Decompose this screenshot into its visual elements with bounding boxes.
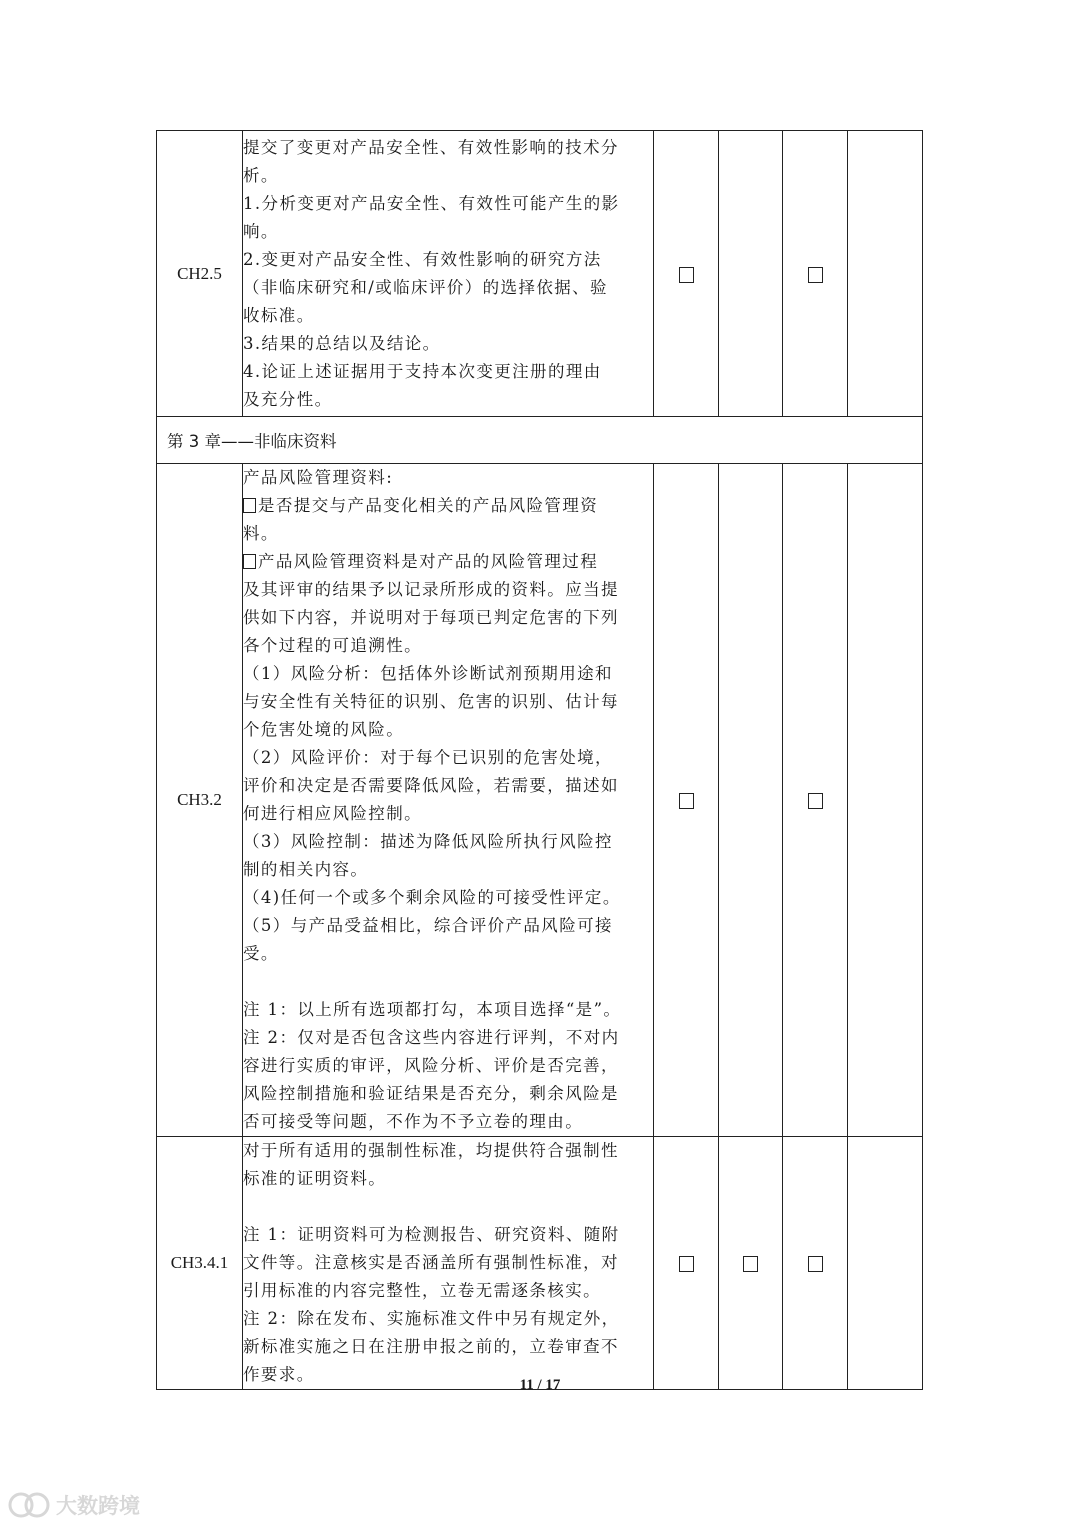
watermark-logo-icon: [8, 1490, 50, 1520]
watermark-text: 大数跨境: [56, 1494, 140, 1518]
text-line: 析。: [243, 165, 279, 185]
option-label: 产品风险管理资料是对产品的风险管理过程: [258, 552, 599, 571]
text-line: 文件等。注意核实是否涵盖所有强制性标准，对: [243, 1253, 619, 1272]
text-line: （2）风险评价：对于每个已识别的危害处境，: [243, 748, 613, 767]
text-line: 新标准实施之日在注册申报之前的，立卷审查不: [243, 1337, 619, 1356]
blank-line: [243, 968, 653, 996]
empty-cell: [848, 464, 923, 1137]
checkbox[interactable]: [679, 793, 694, 809]
empty-cell: [719, 464, 783, 1137]
text-line: 评价和决定是否需要降低风险，若需要，描述如: [243, 776, 619, 795]
checkbox[interactable]: [808, 267, 823, 283]
text-line: 料。: [243, 524, 279, 543]
text-line: （1）风险分析：包括体外诊断试剂预期用途和: [243, 664, 613, 683]
text-line: 注 1：以上所有选项都打勾，本项目选择“是”。: [243, 1000, 622, 1019]
option-checkbox[interactable]: [243, 554, 256, 569]
checkbox[interactable]: [808, 793, 823, 809]
text-line: 3.结果的总结以及结论。: [243, 333, 441, 353]
text-line: 注 1：证明资料可为检测报告、研究资料、随附: [243, 1225, 620, 1244]
text-line: 产品风险管理资料:: [243, 468, 394, 487]
checkbox-cell: [783, 464, 848, 1137]
item-description: [243, 464, 654, 1137]
table-row: [157, 1137, 923, 1390]
text-line: 提交了变更对产品安全性、有效性影响的技术分: [243, 137, 619, 157]
item-id: CH3.2: [157, 464, 243, 1137]
item-id: CH2.5: [157, 131, 243, 417]
text-line: 注 2：仅对是否包含这些内容进行评判，不对内: [243, 1028, 620, 1047]
text-line: 作要求。: [243, 1365, 315, 1384]
text-line: （3）风险控制：描述为降低风险所执行风险控: [243, 832, 613, 851]
text-line: 2.变更对产品安全性、有效性影响的研究方法: [243, 249, 602, 269]
text-line: 引用标准的内容完整性，立卷无需逐条核实。: [243, 1281, 601, 1300]
text-line: （非临床研究和/或临床评价）的选择依据、验: [243, 277, 608, 297]
text-line: 与安全性有关特征的识别、危害的识别、估计每: [243, 692, 619, 711]
text-line: 个危害处境的风险。: [243, 720, 405, 739]
text-line: [243, 492, 653, 520]
watermark: [8, 1490, 140, 1520]
checkbox[interactable]: [679, 1256, 694, 1272]
text-line: 及其评审的结果予以记录所形成的资料。应当提: [243, 580, 619, 599]
chapter-title: 第 3 章——非临床资料: [157, 417, 923, 464]
text-line: 各个过程的可追溯性。: [243, 636, 422, 655]
text-line: 4.论证上述证据用于支持本次变更注册的理由: [243, 361, 602, 381]
text-line: 1.分析变更对产品安全性、有效性可能产生的影: [243, 193, 620, 213]
text-line: （4)任何一个或多个剩余风险的可接受性评定。: [243, 888, 621, 907]
text-line: 标准的证明资料。: [243, 1169, 387, 1188]
review-checklist-table: [156, 130, 923, 1390]
checkbox[interactable]: [743, 1256, 758, 1272]
text-line: 风险控制措施和验证结果是否充分，剩余风险是: [243, 1084, 619, 1103]
checkbox-cell: [654, 1137, 719, 1390]
chapter-header-row: [157, 417, 923, 464]
text-line: 否可接受等问题，不作为不予立卷的理由。: [243, 1112, 584, 1131]
checkbox-cell: [783, 1137, 848, 1390]
text-line: 制的相关内容。: [243, 860, 369, 879]
checkbox-cell: [783, 131, 848, 417]
text-line: 对于所有适用的强制性标准，均提供符合强制性: [243, 1141, 619, 1160]
item-id: CH3.4.1: [157, 1137, 243, 1390]
checkbox-cell: [719, 1137, 783, 1390]
text-line: 收标准。: [243, 305, 315, 325]
item-description: [243, 131, 654, 417]
option-checkbox[interactable]: [243, 498, 256, 513]
text-line: （5）与产品受益相比，综合评价产品风险可接: [243, 916, 613, 935]
empty-cell: [848, 1137, 923, 1390]
text-line: 受。: [243, 944, 279, 963]
text-line: 响。: [243, 221, 279, 241]
text-line: 容进行实质的审评，风险分析、评价是否完善，: [243, 1056, 619, 1075]
table-row: [157, 464, 923, 1137]
text-line: 何进行相应风险控制。: [243, 804, 422, 823]
checkbox[interactable]: [679, 267, 694, 283]
text-line: 供如下内容，并说明对于每项已判定危害的下列: [243, 608, 619, 627]
option-label: 是否提交与产品变化相关的产品风险管理资: [258, 496, 599, 515]
page-number: 11 / 17: [519, 1377, 561, 1393]
item-description: [243, 1137, 654, 1390]
table-row: [157, 131, 923, 417]
checkbox[interactable]: [808, 1256, 823, 1272]
text-line: 及充分性。: [243, 389, 333, 409]
checkbox-cell: [654, 131, 719, 417]
blank-line: [243, 1193, 653, 1221]
text-line: 注 2：除在发布、实施标准文件中另有规定外，: [243, 1309, 620, 1328]
checkbox-cell: [654, 464, 719, 1137]
text-line: [243, 548, 653, 576]
empty-cell: [719, 131, 783, 417]
empty-cell: [848, 131, 923, 417]
